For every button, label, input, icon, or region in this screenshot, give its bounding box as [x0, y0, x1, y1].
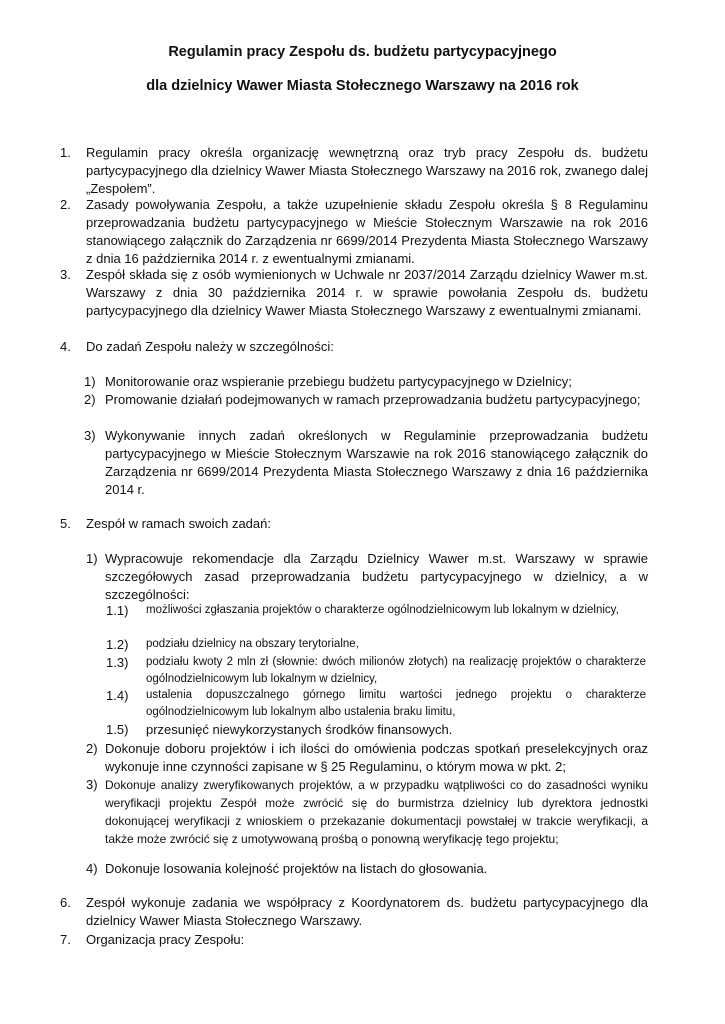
subitem-number: 2) — [86, 741, 98, 756]
subitem-number: 4) — [86, 861, 98, 876]
document-subtitle: dla dzielnicy Wawer Miasta Stołecznego Warszawy na 2016 rok — [146, 78, 579, 94]
subsubitem-number: 1.2) — [106, 637, 129, 652]
list-subsubitem: przesunięć niewykorzystanych środków finansowych. — [146, 722, 453, 737]
list-item: Organizacja pracy Zespołu: — [86, 932, 245, 947]
item-number: 5. — [60, 516, 71, 531]
subsubitem-number: 1.4) — [106, 688, 129, 703]
list-item: Zasady powoływania Zespołu, a także uzupełnienie składu Zespołu określa § 8 Regulaminu przeprowadzania budżetu partycypacyjnego w Mieście Stołecznym Warszawie na rok 2016 stanowiącego załącznik do Zarządzenia nr 6699/2014 Prezydenta Miasta Stołecznego Warszawy z dnia 16 października 2014 r. z ewentualnymi zmianami. — [86, 197, 648, 266]
item-number: 6. — [60, 895, 71, 910]
list-subitem: Promowanie działań podejmowanych w ramach przeprowadzania budżetu partycypacyjnego; — [105, 392, 641, 407]
list-item: Do zadań Zespołu należy w szczególności: — [86, 339, 334, 354]
subitem-number: 1) — [84, 374, 96, 389]
document-title: Regulamin pracy Zespołu ds. budżetu partycypacyjnego — [168, 44, 557, 60]
item-number: 1. — [60, 145, 71, 160]
subitem-number: 2) — [84, 392, 96, 407]
list-subitem: Wykonywanie innych zadań określonych w Regulaminie przeprowadzania budżetu partycypacyjnego w Mieście Stołecznym Warszawie na rok 2016 stanowiącego załącznik do Zarządzenia nr 6699/2014 Prezydenta Miasta Stołecznego Warszawy z dnia 16 października 2014 r. — [105, 428, 648, 497]
subitem-number: 1) — [86, 551, 98, 566]
list-subsubitem: podziału dzielnicy na obszary terytorialne, — [146, 638, 359, 650]
item-number: 3. — [60, 267, 71, 282]
subitem-number: 3) — [84, 428, 96, 443]
list-subitem: Dokonuje analizy zweryfikowanych projektów, a w przypadku wątpliwości co do zasadności wyniku weryfikacji projektu Zespół może zwrócić się do burmistrza dzielnicy lub dyrektora jednostki dokonującej weryfikacji z wnioskiem o przekazanie dokumentacji powstałej w trakcie weryfikacji, a także może zwrócić się z umotywowaną prośbą o ponowną weryfikację tego projektu; — [105, 778, 648, 846]
list-subitem: Monitorowanie oraz wspieranie przebiegu budżetu partycypacyjnego w Dzielnicy; — [105, 374, 572, 389]
list-subsubitem: ustalenia dopuszczalnego górnego limitu wartości jednego projektu o charakterze ogólnodzielnicowym lub lokalnym albo ustalenia braku limitu, — [146, 689, 646, 718]
list-item: Regulamin pracy określa organizację wewnętrzną oraz tryb pracy Zespołu ds. budżetu partycypacyjnego dla dzielnicy Wawer Miasta Stołecznego Warszawy na 2016 rok, zwanego dalej „Zespołem”. — [86, 145, 648, 196]
list-subsubitem: możliwości zgłaszania projektów o charakterze ogólnodzielnicowym lub lokalnym w dzielnicy, — [146, 604, 619, 616]
subsubitem-number: 1.3) — [106, 655, 129, 670]
list-subitem: Wypracowuje rekomendacje dla Zarządu Dzielnicy Wawer m.st. Warszawy w sprawie szczegółowych zasad przeprowadzania budżetu partycypacyjnego w dzielnicy, a w szczególności: — [105, 551, 648, 602]
list-subitem: Dokonuje doboru projektów i ich ilości do omówienia podczas spotkań preselekcyjnych oraz wykonuje inne czynności zapisane w § 25 Regulaminu, o którym mowa w pkt. 2; — [105, 741, 648, 774]
subsubitem-number: 1.5) — [106, 722, 129, 737]
subitem-number: 3) — [86, 777, 98, 792]
list-item: Zespół w ramach swoich zadań: — [86, 516, 271, 531]
item-number: 7. — [60, 932, 71, 947]
list-item: Zespół składa się z osób wymienionych w Uchwale nr 2037/2014 Zarządu dzielnicy Wawer m.st. Warszawy z dnia 30 października 2014 r. w sprawie powołania Zespołu ds. budżetu partycypacyjnego dla dzielnicy Wawer Miasta Stołecznego Warszawy z ewentualnymi zmianami. — [86, 267, 648, 318]
item-number: 4. — [60, 339, 71, 354]
subsubitem-number: 1.1) — [106, 603, 129, 618]
item-number: 2. — [60, 197, 71, 212]
list-subitem: Dokonuje losowania kolejność projektów na listach do głosowania. — [105, 861, 488, 876]
list-item: Zespół wykonuje zadania we współpracy z Koordynatorem ds. budżetu partycypacyjnego dla dzielnicy Wawer Miasta Stołecznego Warszawy. — [86, 895, 648, 928]
list-subsubitem: podziału kwoty 2 mln zł (słownie: dwóch milionów złotych) na realizację projektów o charakterze ogólnodzielnicowym lub lokalnym w dzielnicy, — [146, 656, 646, 685]
